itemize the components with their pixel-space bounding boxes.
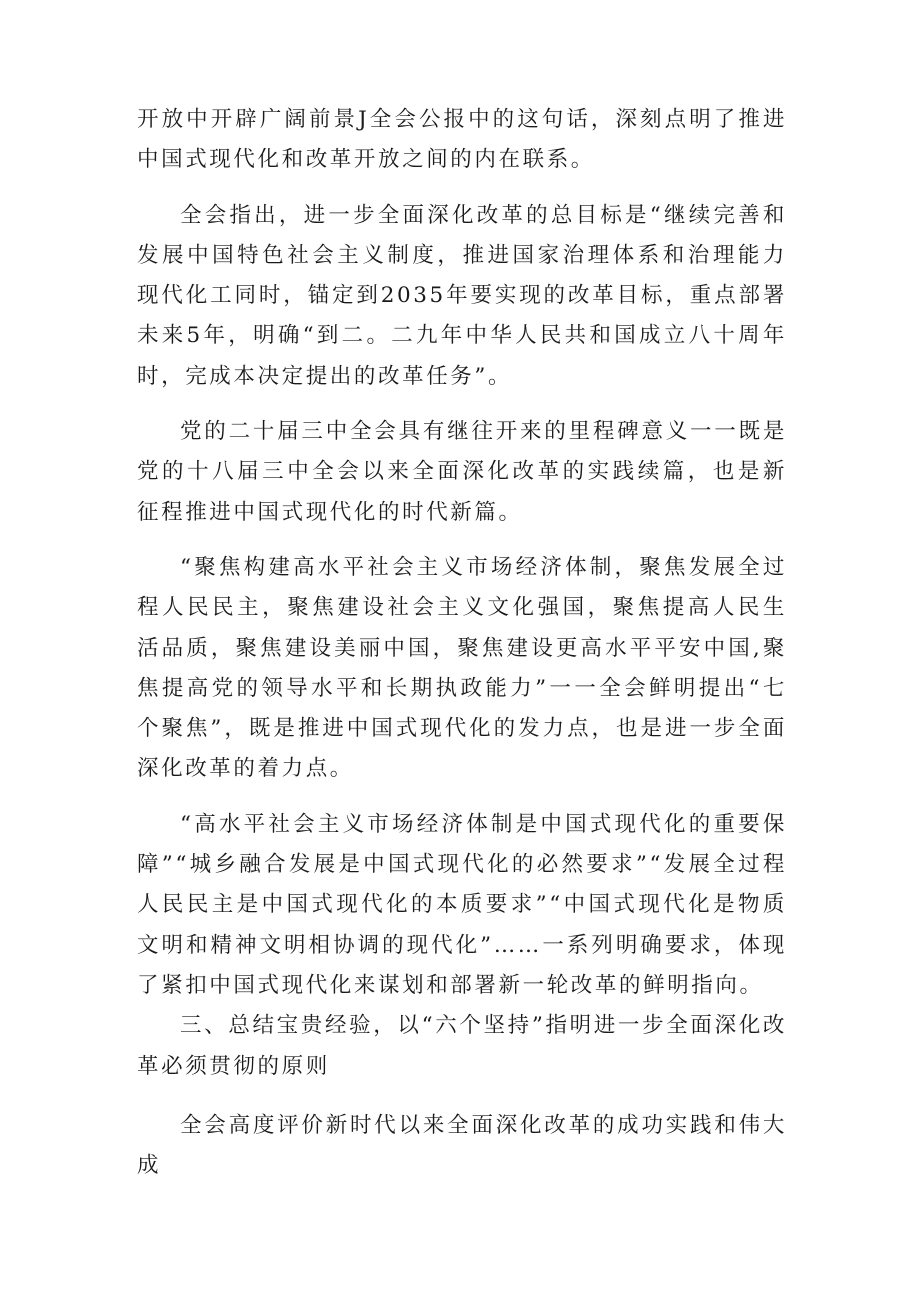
paragraph-evaluation: 全会高度评价新时代以来全面深化改革的成功实践和伟大成 <box>137 1112 787 1179</box>
section-heading-three: 三、总结宝贵经验，以“六个坚持”指明进一步全面深化改革必须贯彻的原则 <box>137 1013 787 1079</box>
paragraph-requirements: “高水平社会主义市场经济体制是中国式现代化的重要保障”“城乡融合发展是中国式现代化的必然要求”“发展全过程人民民主是中国式现代化的本质要求”“中国式现代化是物质文明和精神文明相协调的现代化”……一系列明确要求，体现了紧扣中国式现代化来谋划和部署新一轮改革的鲜明指向。 <box>137 811 787 998</box>
paragraph-continuation: 开放中开辟广阔前景J全会公报中的这句话，深刻点明了推进中国式现代化和改革开放之间的内在联系。 <box>137 107 787 173</box>
paragraph-overall-goal: 全会指出，进一步全面深化改革的总目标是“继续完善和发展中国特色社会主义制度，推进国家治理体系和治理能力现代化工同时，锚定到2035年要实现的改革目标，重点部署未来5年，明确“到二。二九年中华人民共和国成立八十周年时，完成本决定提出的改革任务”。 <box>137 202 787 389</box>
paragraph-seven-focuses: “聚焦构建高水平社会主义市场经济体制，聚焦发展全过程人民民主，聚焦建设社会主义文化强国，聚焦提高人民生活品质，聚焦建设美丽中国，聚焦建设更高水平平安中国,聚焦提高党的领导水平和长期执政能力”一一全会鲜明提出“七个聚焦”，既是推进中国式现代化的发力点，也是进一步全面深化改革的着力点。 <box>137 554 787 782</box>
document-body <box>137 100 787 1186</box>
paragraph-milestone: 党的二十届三中全会具有继往开来的里程碑意义一一既是党的十八届三中全会以来全面深化改革的实践续篇，也是新征程推进中国式现代化的时代新篇。 <box>137 419 787 525</box>
